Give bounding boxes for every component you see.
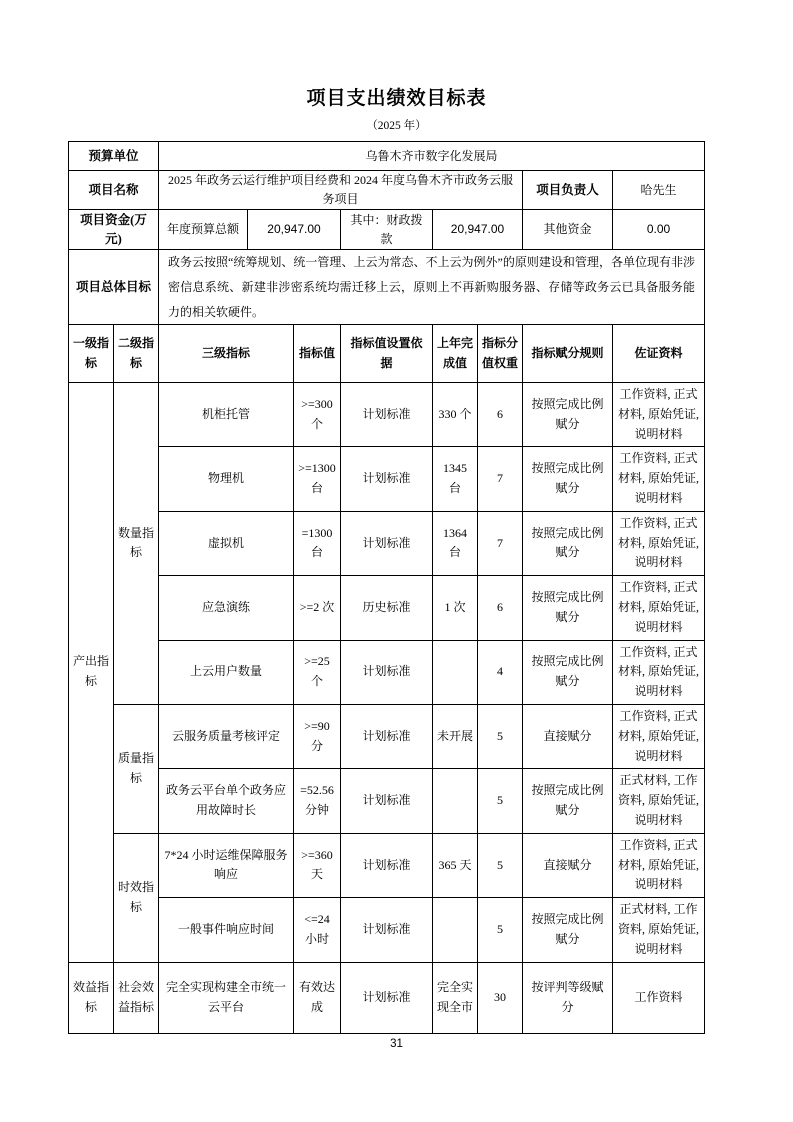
indicator-row	[69, 705, 704, 769]
other-funds-value-cell: 0.00	[613, 210, 704, 250]
header-level1-cell: 一级指标	[69, 325, 114, 383]
budget-unit-value-cell: 乌鲁木齐市数字化发展局	[159, 142, 704, 171]
basis-cell: 计划标准	[341, 641, 433, 705]
project-name-value-cell: 2025 年政务云运行维护项目经费和 2024 年度乌鲁木齐市政务云服务项目	[159, 171, 523, 210]
basis-cell: 计划标准	[341, 705, 433, 769]
overall-goal-row	[69, 250, 704, 325]
target-value-cell: 有效达成	[294, 963, 341, 1033]
indicator-row	[69, 447, 704, 511]
indicator-row	[69, 383, 704, 447]
last-year-cell: 未开展	[433, 705, 478, 769]
evidence-cell: 工作资料, 正式材料, 原始凭证, 说明材料	[613, 834, 704, 898]
budget-unit-row	[69, 142, 704, 171]
indicator-row	[69, 769, 704, 833]
weight-cell: 5	[478, 705, 523, 769]
basis-cell: 计划标准	[341, 383, 433, 447]
evidence-cell: 工作资料, 正式材料, 原始凭证, 说明材料	[613, 383, 704, 447]
header-rule-cell: 指标赋分规则	[523, 325, 613, 383]
target-value-cell: >=360 天	[294, 834, 341, 898]
indicator-row	[69, 512, 704, 576]
header-evidence-cell: 佐证资料	[613, 325, 704, 383]
evidence-cell: 工作资料, 正式材料, 原始凭证, 说明材料	[613, 705, 704, 769]
basis-cell: 计划标准	[341, 963, 433, 1033]
project-funds-row	[69, 210, 704, 250]
weight-cell: 7	[478, 447, 523, 511]
indicator-name-cell: 完全实现构建全市统一云平台	[159, 963, 294, 1033]
indicator-row	[69, 963, 704, 1033]
last-year-cell	[433, 641, 478, 705]
level1-output-cell: 产出指标	[69, 383, 114, 963]
target-value-cell: >=2 次	[294, 576, 341, 640]
last-year-cell: 1 次	[433, 576, 478, 640]
basis-cell: 历史标准	[341, 576, 433, 640]
indicator-name-cell: 7*24 小时运维保障服务响应	[159, 834, 294, 898]
rule-cell: 按评判等级赋分	[523, 963, 613, 1033]
target-value-cell: >=1300 台	[294, 447, 341, 511]
indicator-header-row	[69, 325, 704, 383]
last-year-cell: 365 天	[433, 834, 478, 898]
rule-cell: 按照完成比例赋分	[523, 447, 613, 511]
basis-cell: 计划标准	[341, 447, 433, 511]
target-value-cell: >=300 个	[294, 383, 341, 447]
indicator-name-cell: 一般事件响应时间	[159, 898, 294, 962]
level1-benefit-cell: 效益指标	[69, 963, 114, 1033]
weight-cell: 4	[478, 641, 523, 705]
indicator-name-cell: 物理机	[159, 447, 294, 511]
evidence-cell: 工作资料, 正式材料, 原始凭证, 说明材料	[613, 447, 704, 511]
last-year-cell: 1345 台	[433, 447, 478, 511]
last-year-cell: 330 个	[433, 383, 478, 447]
evidence-cell: 工作资料, 正式材料, 原始凭证, 说明材料	[613, 641, 704, 705]
basis-cell: 计划标准	[341, 898, 433, 962]
last-year-cell: 完全实现全市	[433, 963, 478, 1033]
weight-cell: 30	[478, 963, 523, 1033]
indicator-row	[69, 834, 704, 898]
target-value-cell: <=24 小时	[294, 898, 341, 962]
rule-cell: 按照完成比例赋分	[523, 769, 613, 833]
evidence-cell: 正式材料, 工作资料, 原始凭证, 说明材料	[613, 769, 704, 833]
rule-cell: 按照完成比例赋分	[523, 383, 613, 447]
project-name-row	[69, 171, 704, 210]
weight-cell: 6	[478, 576, 523, 640]
header-level2-cell: 二级指标	[114, 325, 159, 383]
target-value-cell: >=90 分	[294, 705, 341, 769]
project-funds-label-cell: 项目资金(万元)	[69, 210, 159, 250]
last-year-cell	[433, 898, 478, 962]
indicator-row	[69, 576, 704, 640]
weight-cell: 7	[478, 512, 523, 576]
basis-cell: 计划标准	[341, 834, 433, 898]
level2-quality-cell: 质量指标	[114, 705, 159, 834]
evidence-cell: 正式材料, 工作资料, 原始凭证, 说明材料	[613, 898, 704, 962]
last-year-cell: 1364 台	[433, 512, 478, 576]
header-last-year-cell: 上年完成值	[433, 325, 478, 383]
fiscal-allocation-value-cell: 20,947.00	[433, 210, 523, 250]
project-name-label-cell: 项目名称	[69, 171, 159, 210]
indicator-name-cell: 机柜托管	[159, 383, 294, 447]
rule-cell: 按照完成比例赋分	[523, 576, 613, 640]
indicator-name-cell: 上云用户数量	[159, 641, 294, 705]
weight-cell: 5	[478, 834, 523, 898]
indicator-row	[69, 641, 704, 705]
rule-cell: 按照完成比例赋分	[523, 512, 613, 576]
overall-goal-label-cell: 项目总体目标	[69, 250, 159, 325]
indicator-name-cell: 政务云平台单个政务应用故障时长	[159, 769, 294, 833]
level2-social-benefit-cell: 社会效益指标	[114, 963, 159, 1033]
target-value-cell: >=25 个	[294, 641, 341, 705]
rule-cell: 直接赋分	[523, 834, 613, 898]
weight-cell: 5	[478, 898, 523, 962]
evidence-cell: 工作资料, 正式材料, 原始凭证, 说明材料	[613, 512, 704, 576]
performance-target-table	[68, 141, 705, 1034]
indicator-name-cell: 应急演练	[159, 576, 294, 640]
target-value-cell: =52.56 分钟	[294, 769, 341, 833]
annual-budget-value-cell: 20,947.00	[248, 210, 341, 250]
last-year-cell	[433, 769, 478, 833]
header-basis-cell: 指标值设置依据	[341, 325, 433, 383]
basis-cell: 计划标准	[341, 512, 433, 576]
page-title: 项目支出绩效目标表	[306, 88, 487, 109]
level2-timeliness-cell: 时效指标	[114, 834, 159, 963]
other-funds-label-cell: 其他资金	[523, 210, 613, 250]
project-leader-label-cell: 项目负责人	[523, 171, 613, 210]
rule-cell: 按照完成比例赋分	[523, 898, 613, 962]
rule-cell: 直接赋分	[523, 705, 613, 769]
indicator-name-cell: 云服务质量考核评定	[159, 705, 294, 769]
annual-budget-label-cell: 年度预算总额	[159, 210, 248, 250]
indicator-table	[69, 325, 704, 1033]
evidence-cell: 工作资料	[634, 989, 683, 1004]
project-leader-value-cell: 哈先生	[613, 171, 704, 210]
indicator-row	[69, 898, 704, 962]
weight-cell: 5	[478, 769, 523, 833]
budget-unit-label-cell: 预算单位	[69, 142, 159, 171]
indicator-name-cell: 虚拟机	[159, 512, 294, 576]
overall-goal-value-cell: 政务云按照“统筹规划、统一管理、上云为常态、不上云为例外”的原则建设和管理，各单位现有非涉密信息系统、新建非涉密系统均需迁移上云，原则上不再新购服务器、存储等政务云已具备服务能力的相关软硬件。	[159, 250, 704, 325]
target-value-cell: =1300 台	[294, 512, 341, 576]
header-value-cell: 指标值	[294, 325, 341, 383]
basis-cell: 计划标准	[341, 769, 433, 833]
rule-cell: 按照完成比例赋分	[523, 641, 613, 705]
header-weight-cell: 指标分值权重	[478, 325, 523, 383]
level2-quantity-cell: 数量指标	[114, 383, 159, 705]
page-number: 31	[390, 1038, 403, 1050]
evidence-cell: 工作资料, 正式材料, 原始凭证, 说明材料	[613, 576, 704, 640]
fiscal-allocation-label-cell: 其中：财政拨款	[341, 210, 433, 250]
weight-cell: 6	[478, 383, 523, 447]
page-subtitle: （2025 年）	[366, 120, 427, 132]
header-level3-cell: 三级指标	[159, 325, 294, 383]
